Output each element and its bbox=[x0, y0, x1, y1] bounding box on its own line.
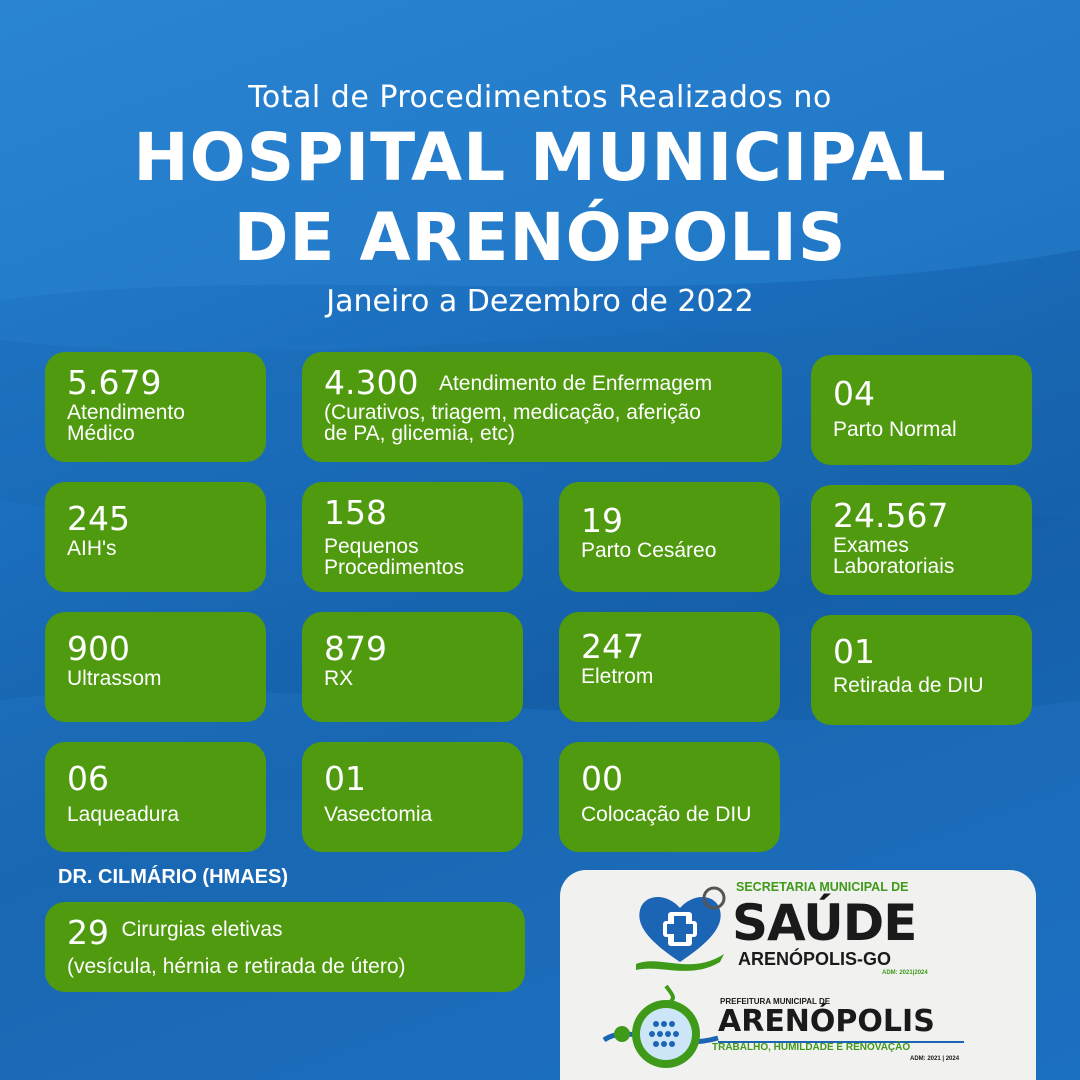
card-detail: de PA, glicemia, etc) bbox=[324, 422, 516, 445]
card-value: 01 bbox=[324, 759, 366, 798]
card-atendimento-medico bbox=[45, 352, 266, 462]
card-label: Parto Cesáreo bbox=[581, 539, 717, 562]
card-label: Eletrom bbox=[581, 665, 654, 688]
card-aih bbox=[45, 482, 266, 592]
card-ultrassom bbox=[45, 612, 266, 722]
card-laqueadura bbox=[45, 742, 266, 852]
card-label: Cirurgias eletivas bbox=[121, 918, 283, 941]
card-value: 19 bbox=[581, 501, 623, 540]
card-detail: (vesícula, hérnia e retirada de útero) bbox=[67, 955, 406, 978]
card-vasectomia bbox=[302, 742, 523, 852]
card-pequenos-procedimentos bbox=[302, 482, 523, 592]
title-line-1: HOSPITAL MUNICIPAL bbox=[133, 119, 947, 196]
card-value: 900 bbox=[67, 629, 130, 668]
title-line-2: DE ARENÓPOLIS bbox=[233, 199, 847, 276]
card-enfermagem bbox=[302, 352, 782, 462]
card-value: 01 bbox=[833, 632, 875, 671]
card-value: 5.679 bbox=[67, 363, 162, 402]
card-colocacao-diu bbox=[559, 742, 780, 852]
card-label: Exames bbox=[833, 534, 909, 557]
card-label: Parto Normal bbox=[833, 418, 957, 441]
prefeitura-slogan: TRABALHO, HUMILDADE E RENOVAÇÃO bbox=[712, 1042, 911, 1053]
card-value: 00 bbox=[581, 759, 623, 798]
card-label: RX bbox=[324, 667, 354, 690]
card-value: 06 bbox=[67, 759, 109, 798]
card-rx bbox=[302, 612, 523, 722]
card-value: 24.567 bbox=[833, 496, 949, 535]
period: Janeiro a Dezembro de 2022 bbox=[326, 284, 754, 319]
saude-top-text: SECRETARIA MUNICIPAL DE bbox=[736, 880, 909, 894]
card-eletrom bbox=[559, 612, 780, 722]
prefeitura-main-text: ARENÓPOLIS bbox=[718, 1004, 935, 1039]
prefeitura-globe-logo bbox=[600, 982, 720, 1078]
card-label: Pequenos bbox=[324, 535, 419, 558]
card-value: 04 bbox=[833, 374, 875, 413]
card-value: 245 bbox=[67, 499, 130, 538]
card-label: Vasectomia bbox=[324, 803, 433, 826]
subtitle: Total de Procedimentos Realizados no bbox=[248, 80, 832, 115]
card-label: Laqueadura bbox=[67, 803, 180, 826]
logo-panel bbox=[560, 870, 1036, 1080]
card-detail: (Curativos, triagem, medicação, aferição bbox=[324, 401, 701, 424]
card-label: Colocação de DIU bbox=[581, 803, 752, 826]
card-label: Laboratoriais bbox=[833, 555, 955, 578]
prefeitura-adm-text: ADM: 2021 | 2024 bbox=[910, 1056, 960, 1062]
card-value: 29 bbox=[67, 913, 109, 952]
saude-city-text: ARENÓPOLIS-GO bbox=[738, 949, 892, 969]
card-label: Médico bbox=[67, 422, 135, 445]
card-parto-normal bbox=[811, 355, 1032, 465]
card-exames-laboratoriais bbox=[811, 485, 1032, 595]
card-retirada-diu bbox=[811, 615, 1032, 725]
card-label: Atendimento bbox=[67, 401, 185, 424]
card-parto-cesareo bbox=[559, 482, 780, 592]
hmaes-section-title: DR. CILMÁRIO (HMAES) bbox=[58, 866, 288, 888]
card-label: Ultrassom bbox=[67, 667, 162, 690]
saude-main-text: SAÚDE bbox=[732, 894, 917, 952]
card-value: 158 bbox=[324, 493, 387, 532]
card-label: AIH's bbox=[67, 537, 117, 560]
header bbox=[0, 78, 1080, 322]
card-label: Procedimentos bbox=[324, 556, 465, 579]
card-cirurgias-eletivas bbox=[45, 902, 525, 992]
card-value: 4.300 bbox=[324, 363, 419, 402]
card-label: Retirada de DIU bbox=[833, 674, 984, 697]
saude-adm-text: ADM: 2021|2024 bbox=[882, 970, 928, 976]
prefeitura-top-text: PREFEITURA MUNICIPAL DE bbox=[720, 997, 831, 1006]
card-value: 879 bbox=[324, 629, 387, 668]
saude-heart-logo bbox=[630, 884, 730, 974]
card-value: 247 bbox=[581, 627, 644, 666]
card-label: Atendimento de Enfermagem bbox=[438, 372, 713, 395]
